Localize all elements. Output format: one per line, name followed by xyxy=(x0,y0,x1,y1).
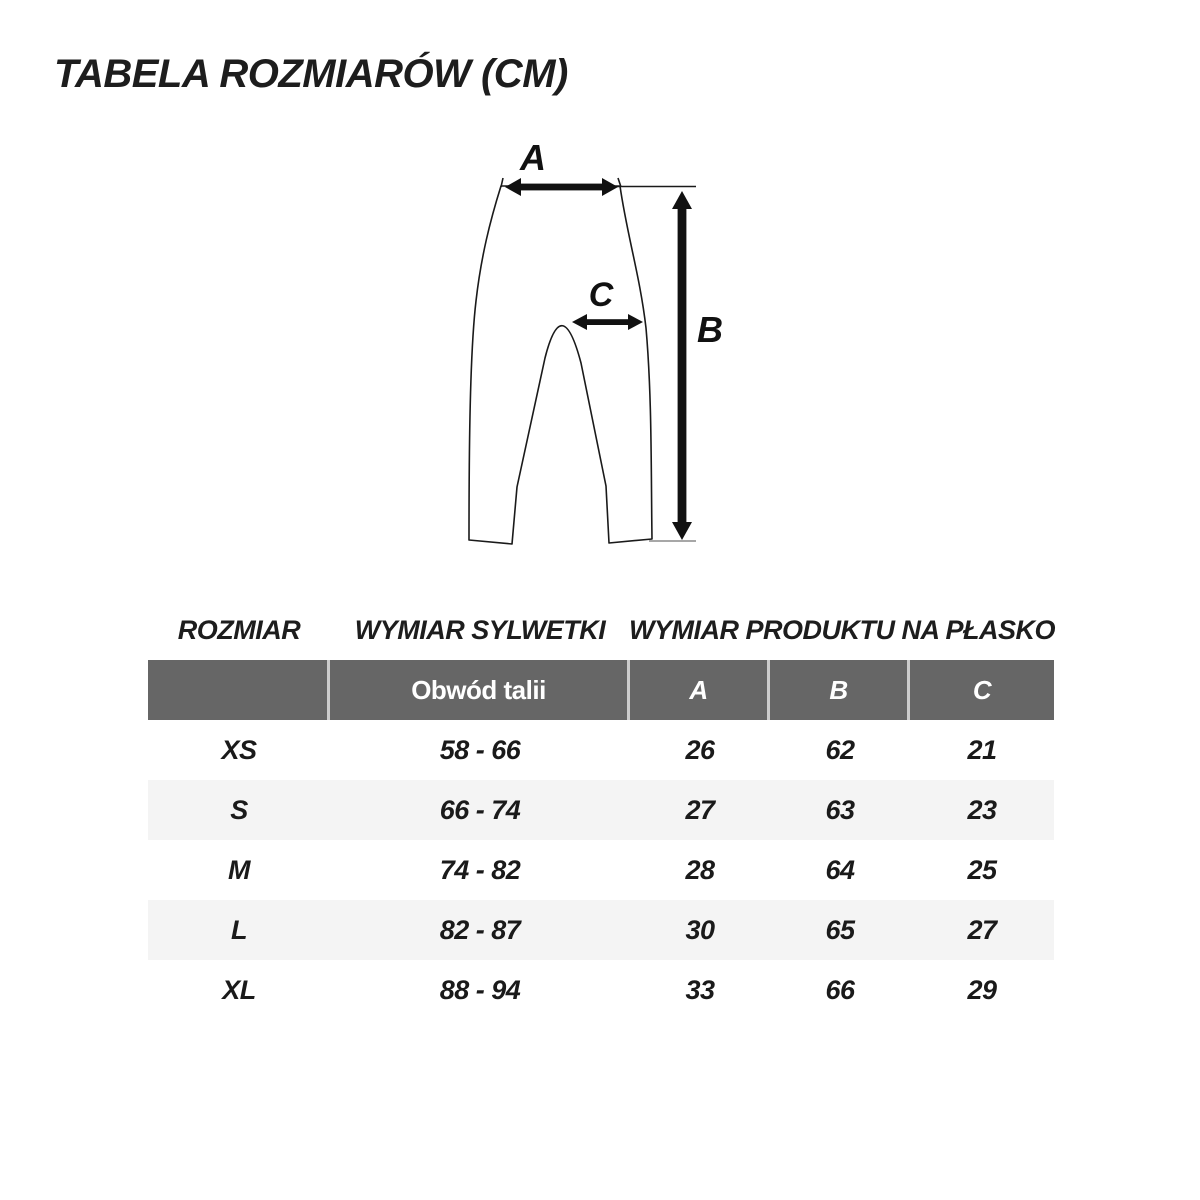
waist-cell: 88 - 94 xyxy=(439,974,521,1005)
measure-c-cell: 21 xyxy=(967,734,997,765)
page-title: TABELA ROZMIARÓW (CM) xyxy=(54,52,568,96)
header-cell-c: C xyxy=(910,660,1054,720)
size-cell: S xyxy=(230,794,248,825)
diagram-label-a: A xyxy=(520,137,546,178)
size-cell: XL xyxy=(222,974,256,1005)
arrow-c xyxy=(572,314,643,330)
table-header-row xyxy=(148,660,1054,720)
header-cell-waist: Obwód talii xyxy=(330,660,630,720)
table-row-xs xyxy=(148,720,1054,780)
size-cell: M xyxy=(228,854,250,885)
table-row-xl xyxy=(148,960,1054,1020)
table-group-headers xyxy=(148,608,1054,652)
waist-cell: 66 - 74 xyxy=(439,794,521,825)
group-header-wymiar-produktu: WYMIAR PRODUKTU NA PŁASKO xyxy=(629,614,1055,645)
size-table xyxy=(148,660,1054,1020)
size-cell: XS xyxy=(221,734,257,765)
table-row-m xyxy=(148,840,1054,900)
measure-c-cell: 25 xyxy=(967,854,997,885)
measure-c-cell: 23 xyxy=(967,794,997,825)
table-row-s xyxy=(148,780,1054,840)
measure-a-cell: 33 xyxy=(685,974,715,1005)
measure-c-cell: 27 xyxy=(967,914,997,945)
waist-cell: 74 - 82 xyxy=(439,854,521,885)
measure-a-cell: 26 xyxy=(685,734,715,765)
header-cell-empty xyxy=(148,660,330,720)
waist-cell: 58 - 66 xyxy=(439,734,521,765)
measure-b-cell: 66 xyxy=(825,974,855,1005)
measure-b-cell: 65 xyxy=(825,914,855,945)
arrow-a xyxy=(505,178,618,196)
pants-measurement-diagram xyxy=(440,125,770,605)
diagram-label-c: C xyxy=(588,276,614,314)
measure-a-cell: 30 xyxy=(685,914,715,945)
table-row-l xyxy=(148,900,1054,960)
diagram-label-b: B xyxy=(697,309,723,350)
measure-b-cell: 63 xyxy=(825,794,855,825)
size-cell: L xyxy=(231,914,247,945)
arrow-b xyxy=(672,191,692,540)
measure-a-cell: 28 xyxy=(685,854,715,885)
group-header-wymiar-sylwetki: WYMIAR SYLWETKI xyxy=(354,614,606,645)
measure-c-cell: 29 xyxy=(967,974,997,1005)
header-cell-b: B xyxy=(770,660,910,720)
measure-b-cell: 62 xyxy=(825,734,855,765)
group-header-rozmiar: ROZMIAR xyxy=(177,614,301,645)
measure-b-cell: 64 xyxy=(825,854,855,885)
measure-a-cell: 27 xyxy=(685,794,715,825)
waist-cell: 82 - 87 xyxy=(439,914,521,945)
pants-outline xyxy=(469,186,652,544)
header-cell-a: A xyxy=(630,660,770,720)
